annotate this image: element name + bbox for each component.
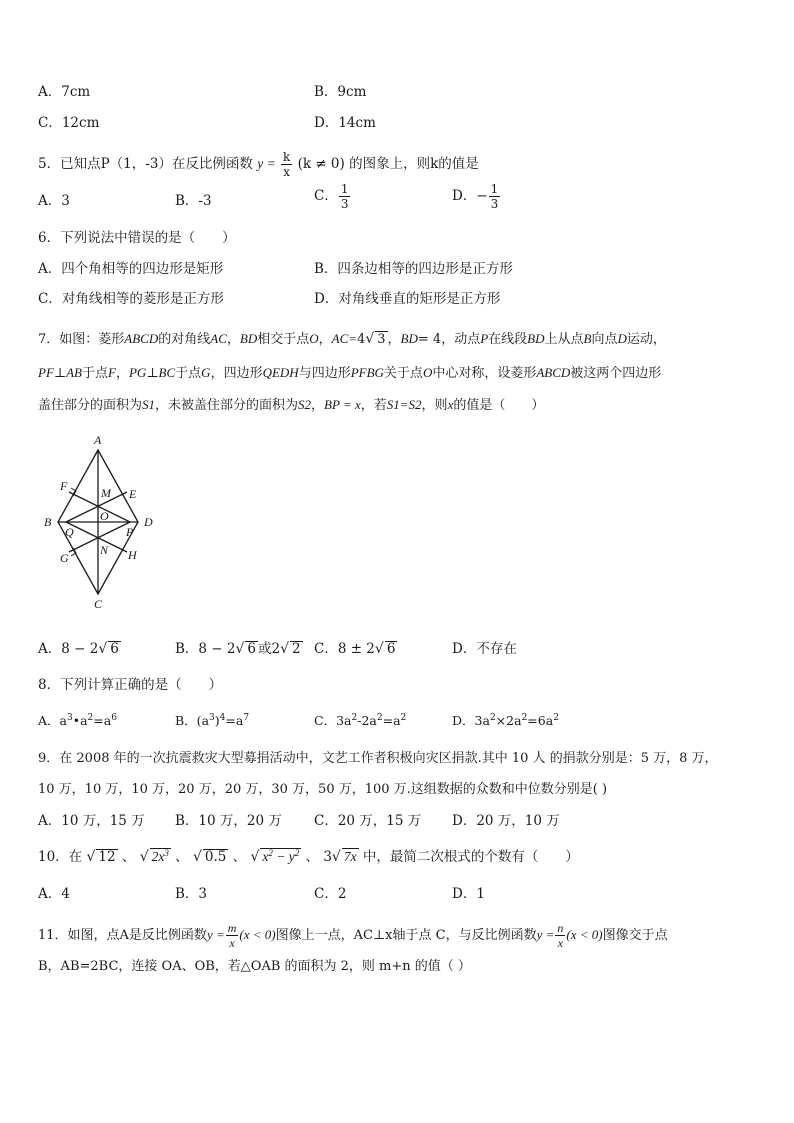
q8-option-d [452, 712, 559, 730]
q7-option-b-radicand-2: 2 [292, 641, 301, 657]
q11-y1: y = [206, 927, 225, 942]
q8-c-part: C．3a [314, 713, 352, 728]
q7-b: B [583, 331, 592, 346]
q8-a-part: •a [72, 713, 88, 728]
q9-line-1: 9．在 2008 年的一次抗震救灾大型募捐活动中，文艺工作者积极向灾区捐款.其中 10 人 的捐款分别是：5 万，8 万， [38, 751, 718, 766]
label-b: B [44, 515, 52, 529]
radical-icon: √ [192, 849, 202, 865]
q7-ac: AC [210, 331, 227, 346]
q7-text: 7．如图：菱形 [38, 332, 125, 347]
q7-bp-x: BP = x [324, 397, 361, 412]
q8-b-exp: 7 [243, 713, 250, 723]
q7-s1-s2: S1=S2 [386, 397, 422, 412]
q10-post: 中，最简二次根式的个数有（ ） [362, 849, 579, 865]
q7-text: 的值是（ ） [453, 398, 545, 413]
q8-d-part: ×2a [495, 713, 522, 728]
q8-option-c [314, 712, 406, 730]
q5-option-c-label: C． [314, 188, 338, 204]
q5-option-d [452, 182, 501, 211]
q11-y2: y = [536, 927, 555, 942]
radical-icon: √ [374, 641, 384, 657]
q7-option-d: D．不存在 [452, 641, 517, 657]
q5-fraction [281, 150, 292, 179]
q5-y-eq: y = [257, 156, 276, 171]
q6-option-b: B．四条边相等的四边形是正方形 [314, 261, 513, 277]
q8-a-part: A．a [38, 713, 67, 728]
q7-text: 中心对称，设菱形 [432, 366, 537, 381]
radical-icon: √ [139, 849, 149, 865]
q7-ac-coef: 4 [357, 332, 366, 347]
q9-line-2: 10 万，10 万，10 万，20 万，20 万，30 万，50 万，100 万.这组数据的众数和中位数分别是( ) [38, 782, 608, 797]
q10-r4-exp: 2 [268, 848, 273, 858]
q7-x: x [447, 397, 454, 412]
q8-d-part: =6a [527, 713, 554, 728]
q9-option-a: A．10 万，15 万 [38, 813, 145, 829]
q10-r2: 2x [151, 849, 165, 864]
q5-option-c-num: 1 [340, 182, 349, 196]
q10-radicand-3: 0.5 [204, 849, 227, 865]
q7-pf-ab: PF⊥AB [38, 365, 82, 380]
q7-ac-eq: AC= [331, 331, 358, 346]
q8-c-part: =a [382, 713, 401, 728]
q7-p: P [480, 331, 489, 346]
q7-text: 盖住部分的面积为 [38, 398, 143, 413]
label-m: M [101, 486, 111, 500]
q8-a-exp: 6 [111, 713, 117, 723]
q10-r5-coef: 3 [323, 849, 332, 865]
radical-icon: √ [250, 849, 260, 865]
q8-b-part: B．(a [175, 713, 210, 728]
q7-line-3 [38, 396, 544, 415]
q7-pfbg: PFBG [350, 365, 384, 380]
q8-a-exp: 2 [87, 713, 94, 723]
q8-stem: 8．下列计算正确的是（ ） [38, 677, 223, 693]
q8-a-exp: 3 [66, 713, 73, 723]
q7-g: G [201, 365, 211, 380]
q11-line-1 [38, 921, 668, 950]
q7-o: O [309, 331, 319, 346]
q5-option-d-den: 3 [490, 197, 499, 211]
q7-line-1 [38, 330, 666, 349]
q5-frac-den: x [283, 165, 291, 179]
q7-text: ，未被盖住部分的面积为 [155, 398, 299, 413]
q10-sep: 、 [175, 849, 189, 865]
q7-bd: BD [239, 331, 258, 346]
radical-icon: √ [98, 641, 108, 657]
q7-option-c-pre: C．8 ± 2 [314, 641, 375, 657]
q5-stem [38, 150, 479, 179]
q4-option-b: B．9cm [314, 84, 367, 100]
label-d: D [144, 515, 153, 529]
q7-option-b-radicand: 6 [247, 641, 257, 657]
q11-mid: 图像上一点，AC⊥x轴于点 C，与反比例函数 [275, 928, 537, 943]
q8-d-exp: 2 [553, 713, 559, 723]
q6-option-a: A．四个角相等的四边形是矩形 [38, 261, 224, 277]
q7-o: O [422, 365, 433, 380]
q6-option-d: D．对角线垂直的矩形是正方形 [314, 291, 501, 307]
q11-line-2: B，AB=2BC，连接 OA、OB，若△OAB 的面积为 2，则 m+n 的值（ ） [38, 959, 471, 974]
radical-icon: √ [235, 641, 245, 657]
label-o: O [100, 509, 109, 523]
q7-text: 被这两个四边形 [570, 366, 662, 381]
q10-option-c: C．2 [314, 886, 347, 902]
q7-text: ，若 [360, 398, 387, 413]
q10-radicand-5: 7x [343, 849, 357, 864]
q7-text: ， [311, 398, 325, 413]
segment-qh [66, 522, 127, 552]
q7-text: ， [318, 332, 332, 347]
label-c: C [94, 597, 103, 611]
q7-option-c-radicand: 6 [386, 641, 396, 657]
q7-text: ，则 [421, 398, 448, 413]
q5-option-c-den: 3 [340, 197, 349, 211]
q7-text: ， [226, 332, 240, 347]
q7-text: 向点 [591, 332, 618, 347]
q10-pre: 10．在 [38, 849, 83, 865]
q10-sep: 、 [121, 849, 136, 865]
label-q: Q [65, 525, 74, 539]
q10-stem [38, 848, 579, 866]
q10-sep: 、 [232, 849, 247, 865]
q5-option-c-frac [339, 182, 351, 211]
q7-option-a-radicand: 6 [110, 641, 119, 657]
q11-frac-x: x [557, 936, 564, 950]
q7-text: ，动点 [441, 332, 481, 347]
q8-option-b [175, 712, 249, 730]
q5-option-c [314, 182, 351, 211]
q7-f: F [108, 365, 116, 380]
q7-d: D [617, 331, 627, 346]
q10-option-d: D．1 [452, 886, 485, 902]
q8-b-part: ) [214, 713, 220, 728]
q7-text: 于点 [82, 366, 109, 381]
q5-option-d-label: D．− [452, 188, 488, 204]
q7-qedh: QEDH [262, 365, 299, 380]
q4-option-a: A．7cm [38, 84, 91, 100]
q7-text: 关于点 [383, 366, 423, 381]
q5-option-a: A．3 [38, 193, 70, 209]
q8-b-part: =a [225, 713, 244, 728]
q11-frac-x: x [229, 936, 235, 950]
q7-option-a [38, 640, 121, 658]
label-n: N [100, 543, 109, 557]
q7-option-b-pre: B．8 − 2 [175, 641, 236, 657]
q7-text: ， [387, 332, 401, 347]
q10-radicand-1: 12 [98, 849, 116, 865]
q7-option-a-pre: A．8 − 2 [38, 641, 99, 657]
label-f: F [60, 479, 68, 493]
q11-fraction-1 [226, 921, 239, 950]
q8-b-exp: 3 [209, 713, 215, 723]
q9-option-b: B．10 万，20 万 [175, 813, 282, 829]
q7-text: 上从点 [544, 332, 584, 347]
q10-r2-exp: 3 [164, 848, 169, 858]
radical-icon: √ [331, 849, 341, 865]
label-a: A [94, 433, 102, 447]
q5-option-d-num: 1 [490, 182, 499, 196]
q7-abcd: ABCD [536, 365, 571, 380]
q11-frac-m: m [227, 921, 237, 935]
q10-r4-exp: 2 [294, 848, 300, 858]
q8-c-part: -2a [357, 713, 377, 728]
q5-frac-num: k [283, 150, 291, 164]
q7-pg-bc: PG⊥BC [128, 365, 176, 380]
q8-d-exp: 2 [489, 713, 496, 723]
q9-option-c: C．20 万，15 万 [314, 813, 422, 829]
q10-sep: 、 [305, 849, 320, 865]
q7-s2: S2 [298, 397, 312, 412]
q6-option-c: C．对角线相等的菱形是正方形 [38, 291, 224, 307]
q7-line-2 [38, 364, 661, 383]
q8-b-exp: 4 [219, 713, 226, 723]
q7-text: ， [115, 366, 129, 381]
q7-ac-radicand: 3 [377, 332, 386, 347]
q7-text: 与四边形 [298, 366, 351, 381]
q10-r4a: x [262, 849, 269, 864]
label-g: G [60, 551, 69, 565]
q8-c-exp: 2 [376, 713, 383, 723]
q7-abcd: ABCD [124, 331, 159, 346]
label-h: H [128, 548, 137, 562]
q10-option-b: B．3 [175, 886, 208, 902]
q11-frac-n: n [557, 921, 564, 935]
q4-option-c: C．12cm [38, 115, 100, 131]
q7-text: 运动， [626, 332, 666, 347]
q10-radicand-2 [150, 848, 171, 864]
label-p: P [126, 525, 134, 539]
q8-c-exp: 2 [351, 713, 358, 723]
q8-d-part: D．3a [452, 713, 490, 728]
q5-stem-post: 的图象上，则k的值是 [349, 156, 479, 172]
radical-icon: √ [365, 331, 375, 347]
q7-text: 于点 [175, 366, 202, 381]
q8-d-exp: 2 [521, 713, 528, 723]
q8-option-a [38, 712, 117, 730]
q9-option-d: D．20 万，10 万 [452, 813, 560, 829]
q5-option-d-frac [489, 182, 501, 211]
q7-bd-val: = 4 [417, 332, 442, 347]
q7-option-b-mid: 或2 [258, 641, 281, 657]
segment-qe [66, 492, 127, 522]
q7-option-c [314, 640, 397, 658]
q11-post: 图像交于点 [602, 928, 668, 943]
q8-c-exp: 2 [400, 713, 407, 723]
q7-bd: BD [527, 331, 545, 346]
q5-stem-pre: 5．已知点P（1，-3）在反比例函数 [38, 156, 253, 172]
q8-a-part: =a [93, 713, 112, 728]
q5-condition: (k ≠ 0) [297, 156, 345, 172]
q11-cond-1: (x < 0) [239, 927, 276, 942]
q7-bd-eq: BD [400, 331, 418, 346]
q11-cond-2: (x < 0) [566, 927, 603, 942]
q5-option-b: B．-3 [175, 193, 212, 209]
q7-text: 在线段 [488, 332, 528, 347]
q7-s1: S1 [142, 397, 156, 412]
q11-fraction-2 [555, 921, 565, 950]
q10-option-a: A．4 [38, 886, 70, 902]
radical-icon: √ [280, 641, 290, 657]
q6-stem: 6．下列说法中错误的是（ ） [38, 230, 236, 246]
q7-option-b [175, 640, 303, 658]
q10-r4b: − y [272, 849, 295, 864]
label-e: E [129, 487, 137, 501]
q7-text: 的对角线 [158, 332, 211, 347]
q10-radicand-4 [260, 848, 301, 864]
rhombus-figure [36, 432, 166, 614]
q4-option-d: D．14cm [314, 115, 376, 131]
radical-icon: √ [86, 849, 96, 865]
q7-text: ，四边形 [210, 366, 263, 381]
q7-text: 相交于点 [257, 332, 310, 347]
q11-pre: 11．如图，点A是反比例函数 [38, 928, 207, 943]
